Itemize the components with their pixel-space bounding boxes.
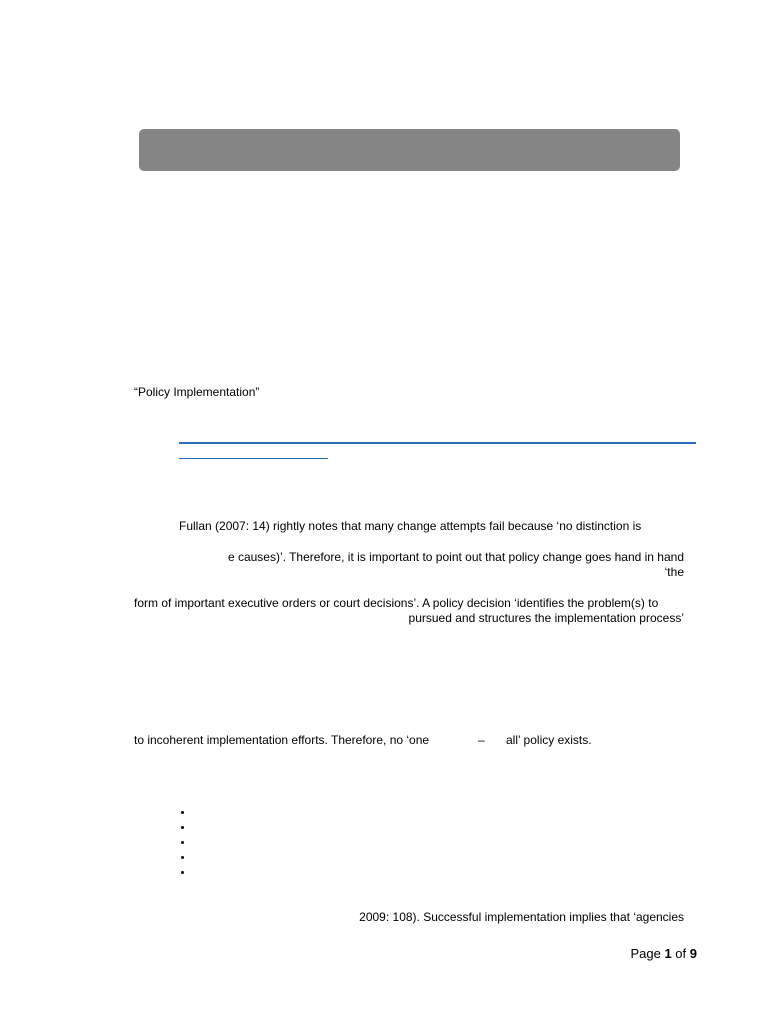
paragraph-2-dash: – <box>478 733 485 747</box>
paragraph-2-part-1: to incoherent implementation efforts. Therefore, no ‘one <box>134 733 430 747</box>
page-label: Page <box>630 946 661 961</box>
current-page-number: 1 <box>664 946 672 961</box>
paragraph-3-line-1: 2009: 108). Successful implementation implies that ‘agencies <box>359 910 684 924</box>
hyperlink-underline[interactable] <box>179 442 696 444</box>
bullet-point <box>181 841 184 844</box>
section-heading: “Policy Implementation” <box>134 385 260 399</box>
bullet-point <box>181 856 184 859</box>
page-number-footer <box>600 946 697 962</box>
paragraph-1-line-4: form of important executive orders or court decisions’. A policy decision ‘identifies the problem(s) to <box>134 596 659 610</box>
hyperlink-underline-continued[interactable] <box>179 458 328 459</box>
title-banner <box>139 129 680 171</box>
bullet-point <box>181 826 184 829</box>
paragraph-1-line-2: e causes)’. Therefore, it is important to point out that policy change goes hand in hand <box>227 550 684 564</box>
paragraph-1-line-5: pursued and structures the implementation process’ <box>408 611 684 625</box>
of-label: of <box>675 946 687 961</box>
paragraph-2-part-3: all’ policy exists. <box>506 733 592 747</box>
paragraph-1-line-3: ‘the <box>664 565 684 579</box>
bullet-point <box>181 871 184 874</box>
bullet-point <box>181 811 184 814</box>
paragraph-1-line-1: Fullan (2007: 14) rightly notes that many change attempts fail because ‘no distinction is <box>179 519 642 533</box>
total-pages-number: 9 <box>689 946 697 961</box>
